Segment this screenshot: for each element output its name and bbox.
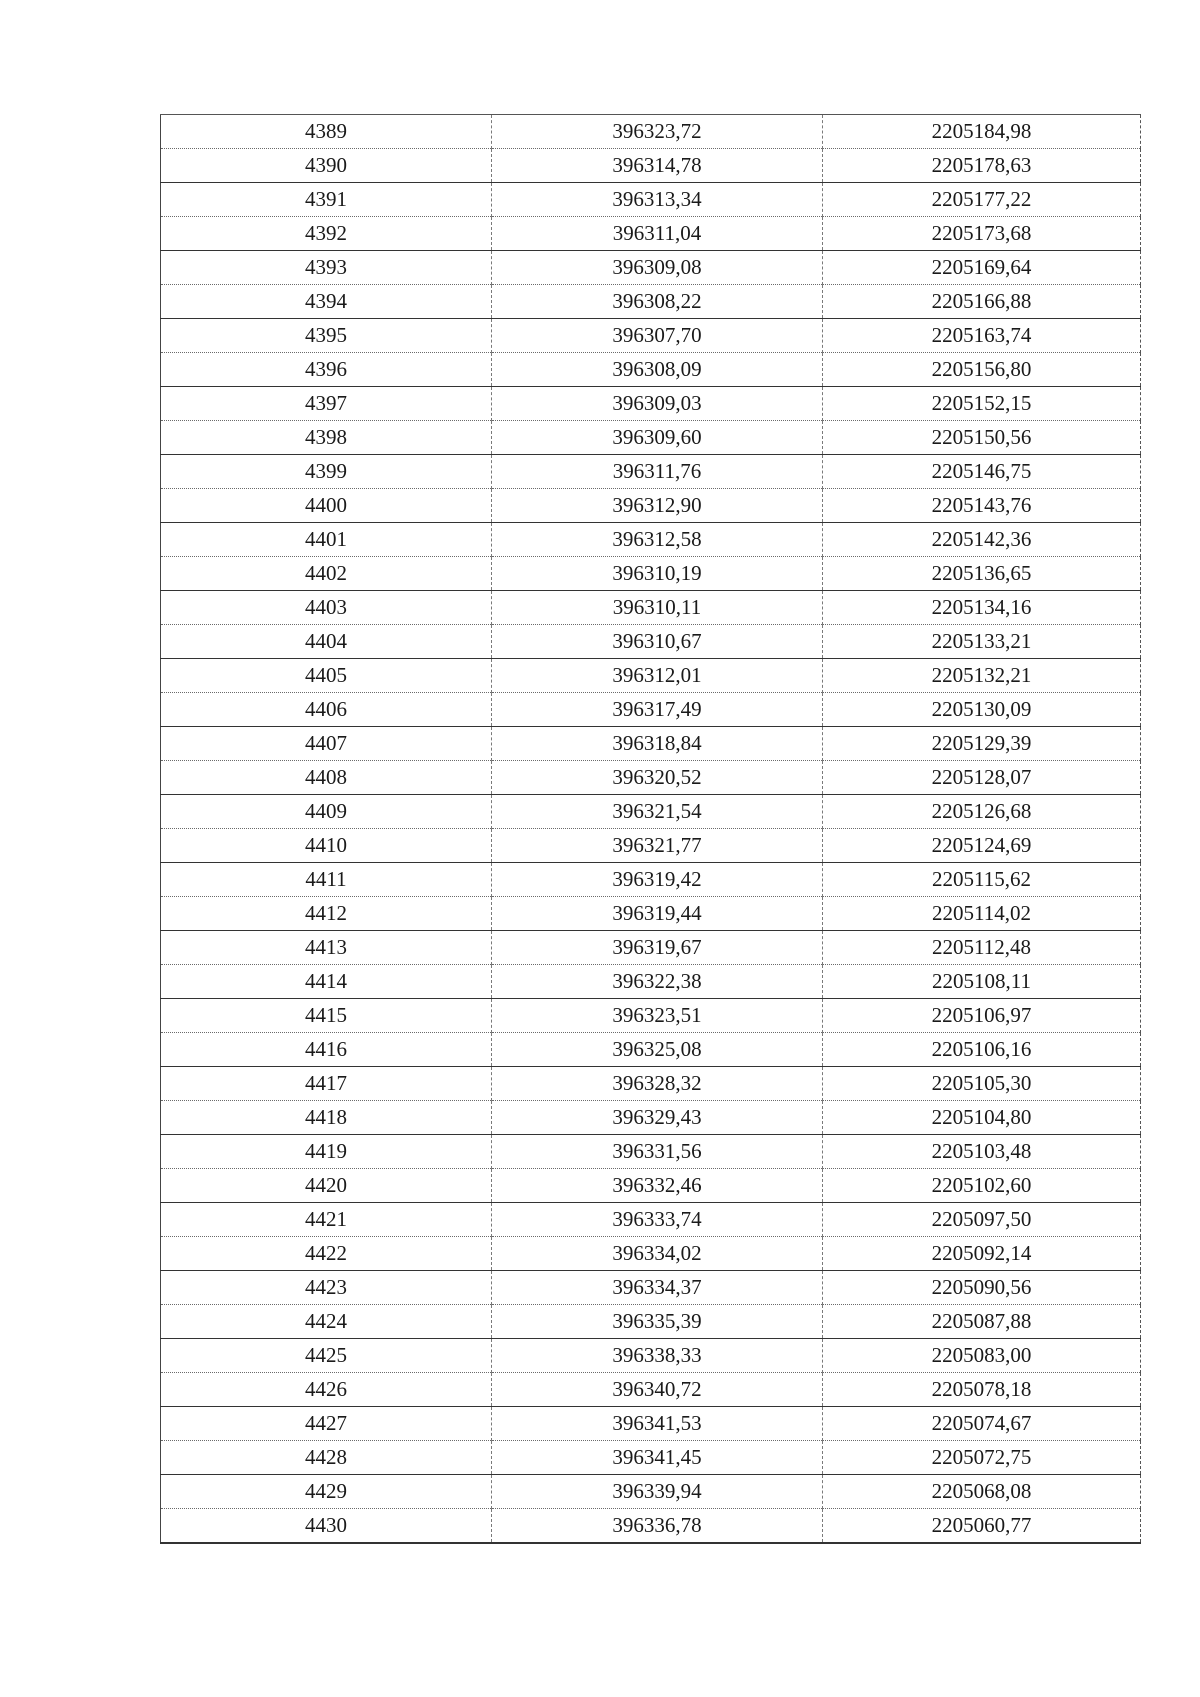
point-number-cell: 4429 bbox=[161, 1475, 492, 1509]
point-number-cell: 4420 bbox=[161, 1169, 492, 1203]
x-coordinate-cell: 396307,70 bbox=[492, 319, 823, 353]
point-number-cell: 4409 bbox=[161, 795, 492, 829]
x-coordinate-cell: 396310,11 bbox=[492, 591, 823, 625]
x-coordinate-cell: 396310,67 bbox=[492, 625, 823, 659]
y-coordinate-cell: 2205166,88 bbox=[823, 285, 1141, 319]
x-coordinate-cell: 396335,39 bbox=[492, 1305, 823, 1339]
table-row bbox=[161, 421, 1141, 455]
y-coordinate-cell: 2205114,02 bbox=[823, 897, 1141, 931]
table-row bbox=[161, 1169, 1141, 1203]
point-number-cell: 4405 bbox=[161, 659, 492, 693]
table-row bbox=[161, 727, 1141, 761]
table-row bbox=[161, 1509, 1141, 1544]
table-row bbox=[161, 1339, 1141, 1373]
x-coordinate-cell: 396309,60 bbox=[492, 421, 823, 455]
y-coordinate-cell: 2205103,48 bbox=[823, 1135, 1141, 1169]
table-row bbox=[161, 115, 1141, 149]
table-row bbox=[161, 931, 1141, 965]
y-coordinate-cell: 2205132,21 bbox=[823, 659, 1141, 693]
y-coordinate-cell: 2205184,98 bbox=[823, 115, 1141, 149]
point-number-cell: 4421 bbox=[161, 1203, 492, 1237]
point-number-cell: 4417 bbox=[161, 1067, 492, 1101]
y-coordinate-cell: 2205126,68 bbox=[823, 795, 1141, 829]
point-number-cell: 4407 bbox=[161, 727, 492, 761]
point-number-cell: 4425 bbox=[161, 1339, 492, 1373]
x-coordinate-cell: 396313,34 bbox=[492, 183, 823, 217]
y-coordinate-cell: 2205169,64 bbox=[823, 251, 1141, 285]
point-number-cell: 4404 bbox=[161, 625, 492, 659]
y-coordinate-cell: 2205177,22 bbox=[823, 183, 1141, 217]
y-coordinate-cell: 2205068,08 bbox=[823, 1475, 1141, 1509]
point-number-cell: 4419 bbox=[161, 1135, 492, 1169]
x-coordinate-cell: 396325,08 bbox=[492, 1033, 823, 1067]
x-coordinate-cell: 396329,43 bbox=[492, 1101, 823, 1135]
y-coordinate-cell: 2205163,74 bbox=[823, 319, 1141, 353]
x-coordinate-cell: 396321,77 bbox=[492, 829, 823, 863]
point-number-cell: 4391 bbox=[161, 183, 492, 217]
y-coordinate-cell: 2205074,67 bbox=[823, 1407, 1141, 1441]
point-number-cell: 4402 bbox=[161, 557, 492, 591]
x-coordinate-cell: 396322,38 bbox=[492, 965, 823, 999]
point-number-cell: 4413 bbox=[161, 931, 492, 965]
x-coordinate-cell: 396317,49 bbox=[492, 693, 823, 727]
coordinates-table bbox=[160, 114, 1141, 1544]
x-coordinate-cell: 396340,72 bbox=[492, 1373, 823, 1407]
y-coordinate-cell: 2205083,00 bbox=[823, 1339, 1141, 1373]
table-row bbox=[161, 285, 1141, 319]
x-coordinate-cell: 396323,51 bbox=[492, 999, 823, 1033]
y-coordinate-cell: 2205142,36 bbox=[823, 523, 1141, 557]
x-coordinate-cell: 396318,84 bbox=[492, 727, 823, 761]
y-coordinate-cell: 2205173,68 bbox=[823, 217, 1141, 251]
y-coordinate-cell: 2205105,30 bbox=[823, 1067, 1141, 1101]
y-coordinate-cell: 2205156,80 bbox=[823, 353, 1141, 387]
table-row bbox=[161, 387, 1141, 421]
point-number-cell: 4424 bbox=[161, 1305, 492, 1339]
y-coordinate-cell: 2205106,97 bbox=[823, 999, 1141, 1033]
point-number-cell: 4397 bbox=[161, 387, 492, 421]
table-row bbox=[161, 319, 1141, 353]
table-row bbox=[161, 183, 1141, 217]
x-coordinate-cell: 396312,90 bbox=[492, 489, 823, 523]
point-number-cell: 4400 bbox=[161, 489, 492, 523]
point-number-cell: 4399 bbox=[161, 455, 492, 489]
table-row bbox=[161, 353, 1141, 387]
point-number-cell: 4412 bbox=[161, 897, 492, 931]
y-coordinate-cell: 2205060,77 bbox=[823, 1509, 1141, 1544]
y-coordinate-cell: 2205097,50 bbox=[823, 1203, 1141, 1237]
y-coordinate-cell: 2205104,80 bbox=[823, 1101, 1141, 1135]
table-row bbox=[161, 1237, 1141, 1271]
y-coordinate-cell: 2205090,56 bbox=[823, 1271, 1141, 1305]
table-row bbox=[161, 217, 1141, 251]
table-row bbox=[161, 557, 1141, 591]
x-coordinate-cell: 396310,19 bbox=[492, 557, 823, 591]
x-coordinate-cell: 396312,58 bbox=[492, 523, 823, 557]
x-coordinate-cell: 396336,78 bbox=[492, 1509, 823, 1544]
y-coordinate-cell: 2205133,21 bbox=[823, 625, 1141, 659]
table-row bbox=[161, 1033, 1141, 1067]
table-row bbox=[161, 1271, 1141, 1305]
y-coordinate-cell: 2205128,07 bbox=[823, 761, 1141, 795]
point-number-cell: 4427 bbox=[161, 1407, 492, 1441]
table-row bbox=[161, 591, 1141, 625]
x-coordinate-cell: 396309,08 bbox=[492, 251, 823, 285]
x-coordinate-cell: 396341,45 bbox=[492, 1441, 823, 1475]
point-number-cell: 4430 bbox=[161, 1509, 492, 1544]
x-coordinate-cell: 396308,09 bbox=[492, 353, 823, 387]
x-coordinate-cell: 396328,32 bbox=[492, 1067, 823, 1101]
table-row bbox=[161, 489, 1141, 523]
point-number-cell: 4401 bbox=[161, 523, 492, 557]
y-coordinate-cell: 2205143,76 bbox=[823, 489, 1141, 523]
x-coordinate-cell: 396312,01 bbox=[492, 659, 823, 693]
table-row bbox=[161, 1135, 1141, 1169]
table-row bbox=[161, 693, 1141, 727]
table-row bbox=[161, 149, 1141, 183]
y-coordinate-cell: 2205130,09 bbox=[823, 693, 1141, 727]
table-row bbox=[161, 999, 1141, 1033]
point-number-cell: 4415 bbox=[161, 999, 492, 1033]
table-row bbox=[161, 251, 1141, 285]
y-coordinate-cell: 2205134,16 bbox=[823, 591, 1141, 625]
point-number-cell: 4395 bbox=[161, 319, 492, 353]
y-coordinate-cell: 2205124,69 bbox=[823, 829, 1141, 863]
x-coordinate-cell: 396309,03 bbox=[492, 387, 823, 421]
x-coordinate-cell: 396334,02 bbox=[492, 1237, 823, 1271]
x-coordinate-cell: 396339,94 bbox=[492, 1475, 823, 1509]
point-number-cell: 4394 bbox=[161, 285, 492, 319]
x-coordinate-cell: 396311,76 bbox=[492, 455, 823, 489]
table-row bbox=[161, 795, 1141, 829]
x-coordinate-cell: 396332,46 bbox=[492, 1169, 823, 1203]
point-number-cell: 4410 bbox=[161, 829, 492, 863]
table-row bbox=[161, 1305, 1141, 1339]
point-number-cell: 4414 bbox=[161, 965, 492, 999]
x-coordinate-cell: 396314,78 bbox=[492, 149, 823, 183]
y-coordinate-cell: 2205146,75 bbox=[823, 455, 1141, 489]
table-row bbox=[161, 625, 1141, 659]
x-coordinate-cell: 396321,54 bbox=[492, 795, 823, 829]
table-row bbox=[161, 523, 1141, 557]
x-coordinate-cell: 396311,04 bbox=[492, 217, 823, 251]
point-number-cell: 4411 bbox=[161, 863, 492, 897]
table-row bbox=[161, 1373, 1141, 1407]
y-coordinate-cell: 2205150,56 bbox=[823, 421, 1141, 455]
x-coordinate-cell: 396308,22 bbox=[492, 285, 823, 319]
coordinates-table-body bbox=[161, 115, 1141, 1544]
x-coordinate-cell: 396319,67 bbox=[492, 931, 823, 965]
point-number-cell: 4406 bbox=[161, 693, 492, 727]
point-number-cell: 4423 bbox=[161, 1271, 492, 1305]
table-row bbox=[161, 1203, 1141, 1237]
y-coordinate-cell: 2205102,60 bbox=[823, 1169, 1141, 1203]
point-number-cell: 4428 bbox=[161, 1441, 492, 1475]
y-coordinate-cell: 2205152,15 bbox=[823, 387, 1141, 421]
point-number-cell: 4422 bbox=[161, 1237, 492, 1271]
y-coordinate-cell: 2205078,18 bbox=[823, 1373, 1141, 1407]
x-coordinate-cell: 396334,37 bbox=[492, 1271, 823, 1305]
x-coordinate-cell: 396338,33 bbox=[492, 1339, 823, 1373]
point-number-cell: 4408 bbox=[161, 761, 492, 795]
x-coordinate-cell: 396341,53 bbox=[492, 1407, 823, 1441]
table-row bbox=[161, 1101, 1141, 1135]
table-row bbox=[161, 1067, 1141, 1101]
point-number-cell: 4416 bbox=[161, 1033, 492, 1067]
table-row bbox=[161, 1475, 1141, 1509]
point-number-cell: 4389 bbox=[161, 115, 492, 149]
point-number-cell: 4392 bbox=[161, 217, 492, 251]
point-number-cell: 4403 bbox=[161, 591, 492, 625]
y-coordinate-cell: 2205072,75 bbox=[823, 1441, 1141, 1475]
point-number-cell: 4418 bbox=[161, 1101, 492, 1135]
point-number-cell: 4393 bbox=[161, 251, 492, 285]
x-coordinate-cell: 396319,42 bbox=[492, 863, 823, 897]
table-row bbox=[161, 1441, 1141, 1475]
y-coordinate-cell: 2205115,62 bbox=[823, 863, 1141, 897]
x-coordinate-cell: 396333,74 bbox=[492, 1203, 823, 1237]
x-coordinate-cell: 396320,52 bbox=[492, 761, 823, 795]
point-number-cell: 4398 bbox=[161, 421, 492, 455]
point-number-cell: 4390 bbox=[161, 149, 492, 183]
y-coordinate-cell: 2205178,63 bbox=[823, 149, 1141, 183]
x-coordinate-cell: 396331,56 bbox=[492, 1135, 823, 1169]
y-coordinate-cell: 2205129,39 bbox=[823, 727, 1141, 761]
table-row bbox=[161, 965, 1141, 999]
table-row bbox=[161, 659, 1141, 693]
table-row bbox=[161, 1407, 1141, 1441]
point-number-cell: 4396 bbox=[161, 353, 492, 387]
y-coordinate-cell: 2205108,11 bbox=[823, 965, 1141, 999]
y-coordinate-cell: 2205136,65 bbox=[823, 557, 1141, 591]
table-row bbox=[161, 761, 1141, 795]
y-coordinate-cell: 2205106,16 bbox=[823, 1033, 1141, 1067]
table-row bbox=[161, 829, 1141, 863]
point-number-cell: 4426 bbox=[161, 1373, 492, 1407]
y-coordinate-cell: 2205087,88 bbox=[823, 1305, 1141, 1339]
table-row bbox=[161, 863, 1141, 897]
x-coordinate-cell: 396319,44 bbox=[492, 897, 823, 931]
x-coordinate-cell: 396323,72 bbox=[492, 115, 823, 149]
y-coordinate-cell: 2205092,14 bbox=[823, 1237, 1141, 1271]
table-row bbox=[161, 897, 1141, 931]
table-row bbox=[161, 455, 1141, 489]
y-coordinate-cell: 2205112,48 bbox=[823, 931, 1141, 965]
